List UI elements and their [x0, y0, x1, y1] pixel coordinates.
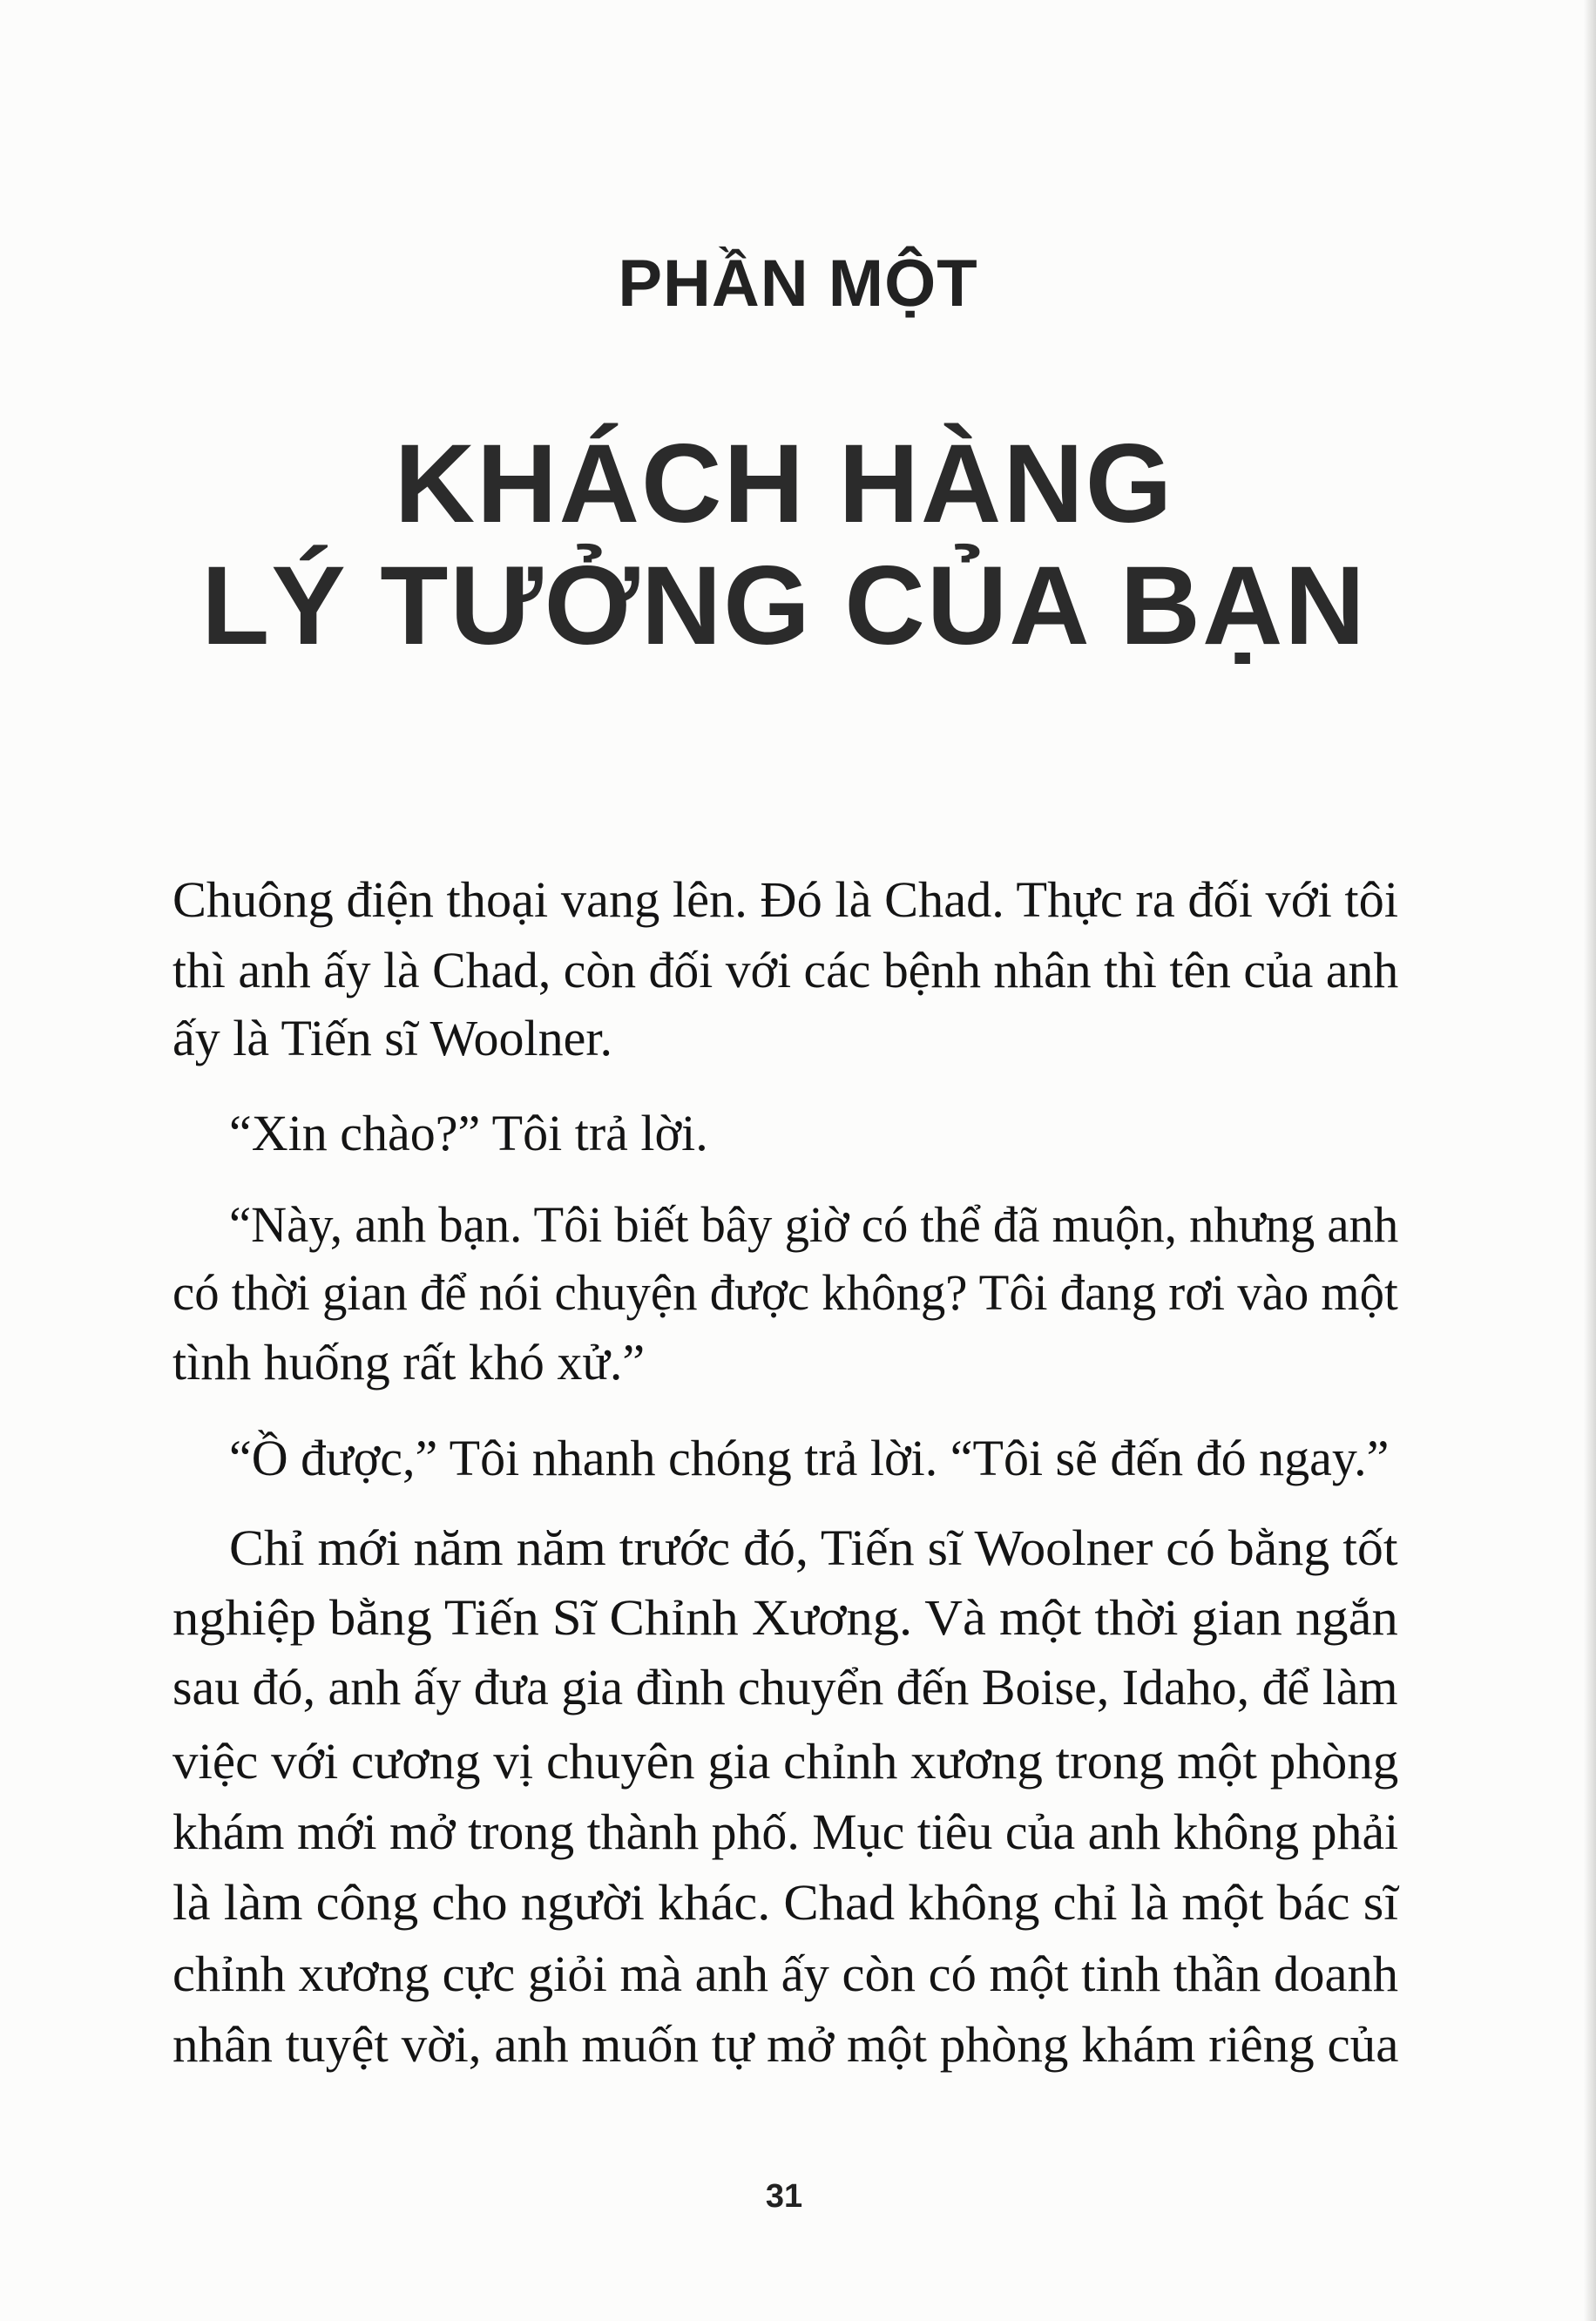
chapter-title-line-1: KHÁCH HÀNG: [394, 422, 1174, 546]
paragraph-1-line: ấy là Tiến sĩ Woolner.: [172, 1010, 613, 1066]
paragraph-5-line: Chỉ mới năm năm trước đó, Tiến sĩ Woolner có bằng tốt: [229, 1519, 1398, 1576]
paragraph-4-line: “Ồ được,” Tôi nhanh chóng trả lời. “Tôi sẽ đến đó ngay.”: [229, 1430, 1390, 1486]
paragraph-3-line: có thời gian để nói chuyện được không? Tôi đang rơi vào một: [172, 1264, 1398, 1321]
page-number: 31: [765, 2178, 803, 2215]
chapter-title-line-2: LÝ TƯỞNG CỦA BẠN: [201, 544, 1367, 668]
page-edge-shadow: [1584, 0, 1596, 2321]
paragraph-5-line: sau đó, anh ấy đưa gia đình chuyển đến Boise, Idaho, để làm: [172, 1659, 1398, 1715]
paragraph-3-line: tình huống rất khó xử.”: [172, 1334, 646, 1391]
paragraph-5-line: khám mới mở trong thành phố. Mục tiêu của anh không phải: [172, 1803, 1399, 1860]
paragraph-5-line: việc với cương vị chuyên gia chỉnh xương trong một phòng: [172, 1733, 1399, 1790]
paragraph-1-line: thì anh ấy là Chad, còn đối với các bệnh nhân thì tên của anh: [172, 942, 1399, 998]
paragraph-5-line: chỉnh xương cực giỏi mà anh ấy còn có một tinh thần doanh: [172, 1945, 1399, 2002]
paragraph-5-line: nghiệp bằng Tiến Sĩ Chỉnh Xương. Và một thời gian ngắn: [172, 1589, 1398, 1646]
paragraph-3-line: “Này, anh bạn. Tôi biết bây giờ có thể đã muộn, nhưng anh: [229, 1196, 1399, 1253]
paragraph-2-line: “Xin chào?” Tôi trả lời.: [229, 1105, 708, 1161]
paragraph-5-line: là làm công cho người khác. Chad không chỉ là một bác sĩ: [172, 1874, 1399, 1931]
paragraph-5-line: nhân tuyệt vời, anh muốn tự mở một phòng khám riêng của: [172, 2016, 1399, 2073]
paragraph-1-line: Chuông điện thoại vang lên. Đó là Chad. Thực ra đối với tôi: [172, 871, 1399, 928]
part-label: PHẦN MỘT: [618, 247, 978, 321]
